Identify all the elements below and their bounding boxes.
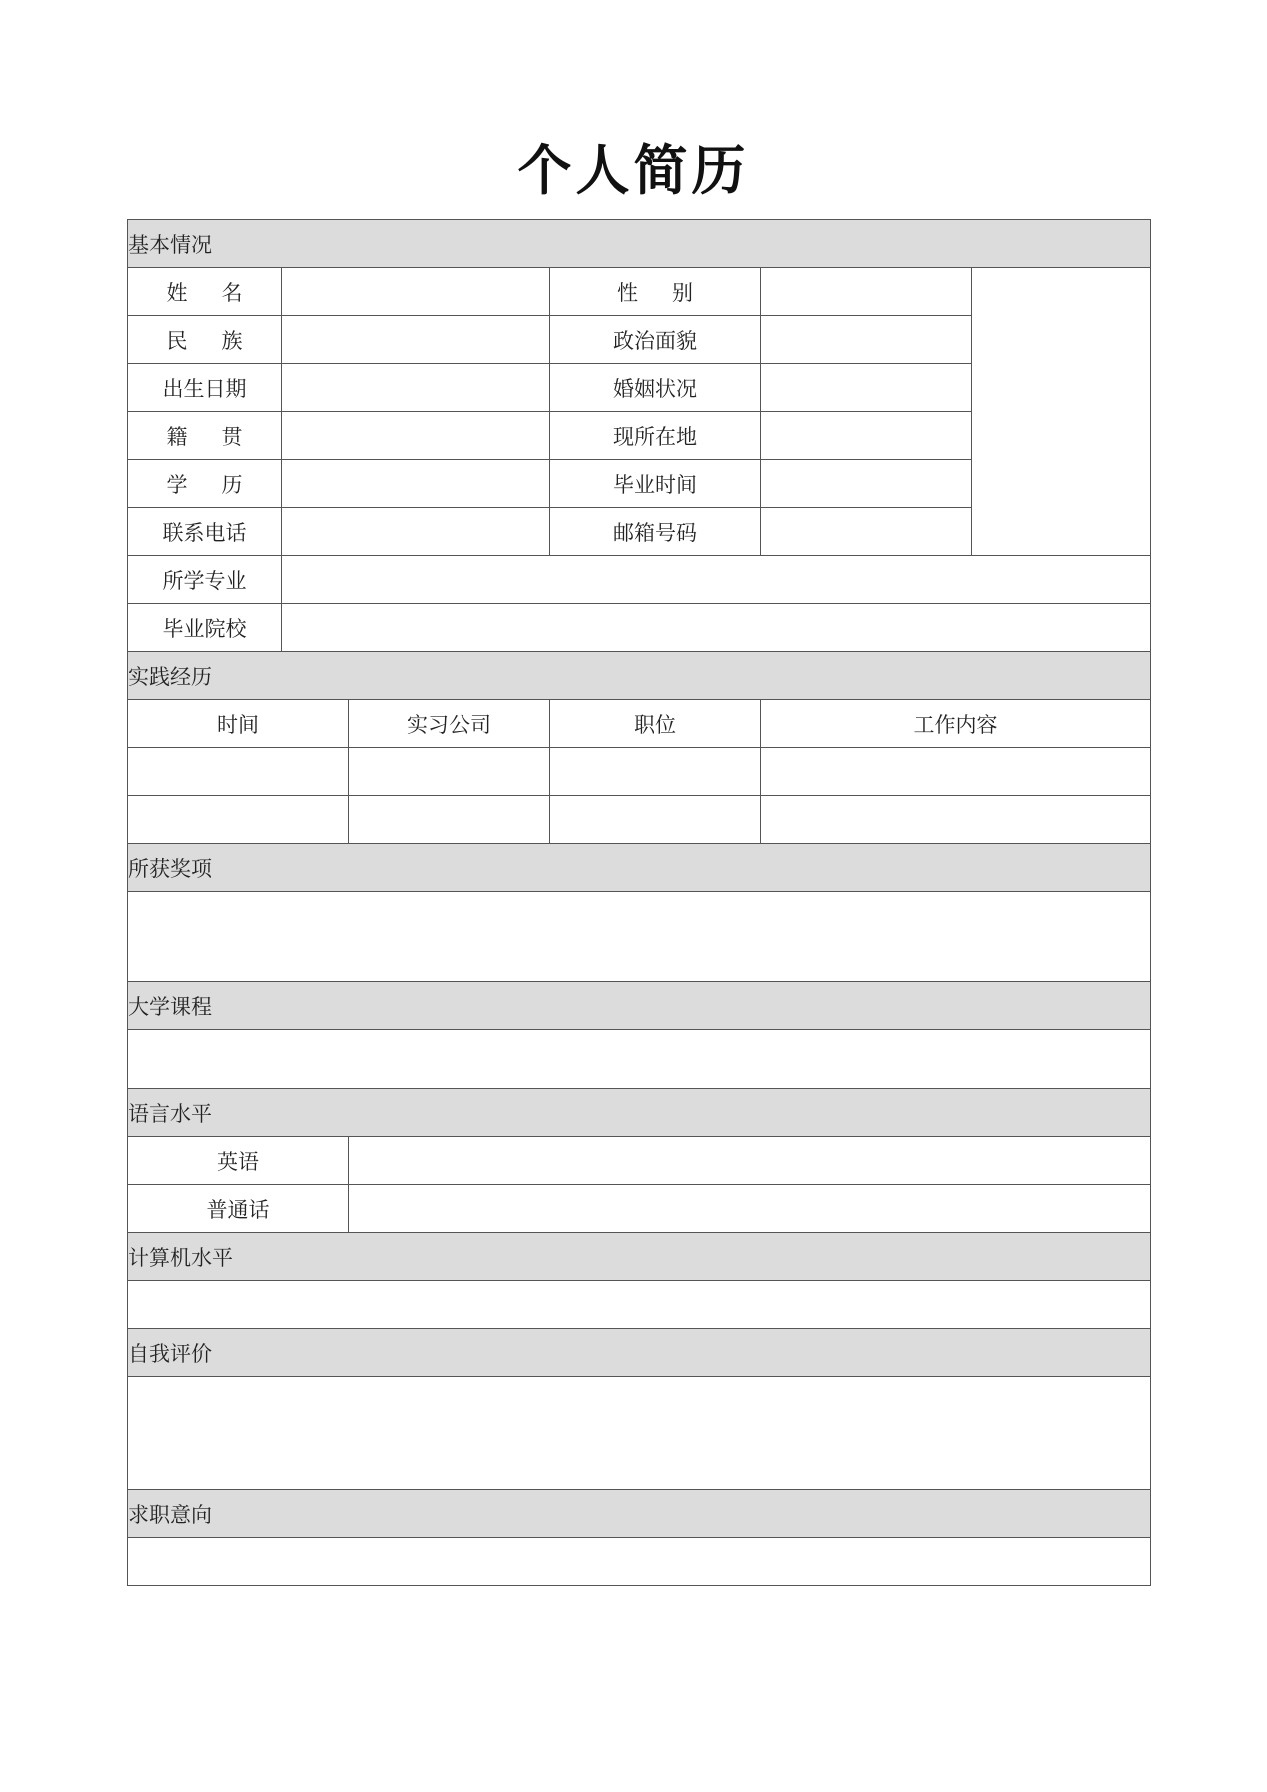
field-english[interactable] bbox=[349, 1137, 1151, 1185]
section-self-eval: 自我评价 bbox=[128, 1329, 1151, 1377]
field-phone[interactable] bbox=[282, 508, 550, 556]
section-intent: 求职意向 bbox=[128, 1490, 1151, 1538]
practice-content-cell[interactable] bbox=[761, 796, 1151, 844]
field-residence[interactable] bbox=[761, 412, 972, 460]
header-time: 时间 bbox=[128, 700, 349, 748]
field-political[interactable] bbox=[761, 316, 972, 364]
label-ethnicity: 民族 bbox=[128, 316, 282, 364]
practice-time-cell[interactable] bbox=[128, 796, 349, 844]
field-email[interactable] bbox=[761, 508, 972, 556]
practice-company-cell[interactable] bbox=[349, 748, 550, 796]
label-marital: 婚姻状况 bbox=[550, 364, 761, 412]
section-awards: 所获奖项 bbox=[128, 844, 1151, 892]
label-birth: 出生日期 bbox=[128, 364, 282, 412]
label-english: 英语 bbox=[128, 1137, 349, 1185]
field-mandarin[interactable] bbox=[349, 1185, 1151, 1233]
practice-time-cell[interactable] bbox=[128, 748, 349, 796]
header-company: 实习公司 bbox=[349, 700, 550, 748]
label-email: 邮箱号码 bbox=[550, 508, 761, 556]
field-intent[interactable] bbox=[128, 1538, 1151, 1586]
label-native: 籍贯 bbox=[128, 412, 282, 460]
field-major[interactable] bbox=[282, 556, 1151, 604]
field-native[interactable] bbox=[282, 412, 550, 460]
practice-content-cell[interactable] bbox=[761, 748, 1151, 796]
section-computer: 计算机水平 bbox=[128, 1233, 1151, 1281]
practice-position-cell[interactable] bbox=[550, 748, 761, 796]
field-education[interactable] bbox=[282, 460, 550, 508]
field-awards[interactable] bbox=[128, 892, 1151, 982]
practice-position-cell[interactable] bbox=[550, 796, 761, 844]
label-education: 学历 bbox=[128, 460, 282, 508]
label-phone: 联系电话 bbox=[128, 508, 282, 556]
label-name: 姓名 bbox=[128, 268, 282, 316]
field-courses[interactable] bbox=[128, 1030, 1151, 1089]
label-residence: 现所在地 bbox=[550, 412, 761, 460]
label-mandarin: 普通话 bbox=[128, 1185, 349, 1233]
label-gender: 性别 bbox=[550, 268, 761, 316]
field-marital[interactable] bbox=[761, 364, 972, 412]
photo-box[interactable] bbox=[972, 268, 1151, 556]
header-position: 职位 bbox=[550, 700, 761, 748]
field-gender[interactable] bbox=[761, 268, 972, 316]
field-computer[interactable] bbox=[128, 1281, 1151, 1329]
section-courses: 大学课程 bbox=[128, 982, 1151, 1030]
section-basic-info: 基本情况 bbox=[128, 220, 1151, 268]
header-content: 工作内容 bbox=[761, 700, 1151, 748]
field-grad-time[interactable] bbox=[761, 460, 972, 508]
label-grad-time: 毕业时间 bbox=[550, 460, 761, 508]
field-school[interactable] bbox=[282, 604, 1151, 652]
field-ethnicity[interactable] bbox=[282, 316, 550, 364]
section-practice: 实践经历 bbox=[128, 652, 1151, 700]
resume-table bbox=[127, 219, 1151, 1586]
label-political: 政治面貌 bbox=[550, 316, 761, 364]
field-self-eval[interactable] bbox=[128, 1377, 1151, 1490]
practice-company-cell[interactable] bbox=[349, 796, 550, 844]
field-name[interactable] bbox=[282, 268, 550, 316]
page-title: 个人简历 bbox=[517, 138, 750, 202]
label-school: 毕业院校 bbox=[128, 604, 282, 652]
label-major: 所学专业 bbox=[128, 556, 282, 604]
section-language: 语言水平 bbox=[128, 1089, 1151, 1137]
field-birth[interactable] bbox=[282, 364, 550, 412]
